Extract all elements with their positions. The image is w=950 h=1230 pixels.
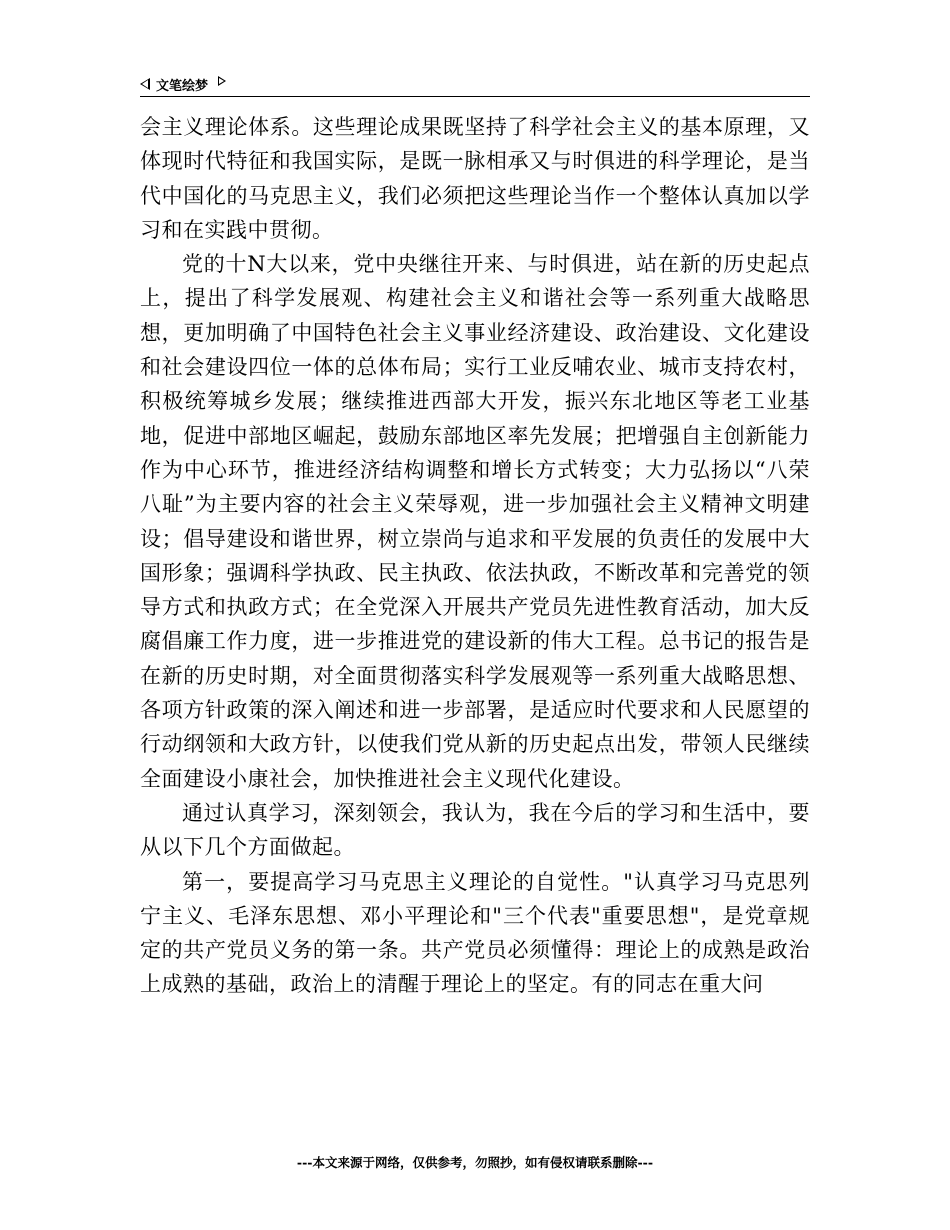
paragraph: 党的十N大以来，党中央继往开来、与时俱进，站在新的历史起点上，提出了科学发展观、构建社会主义和谐社会等一系列重大战略思想，更加明确了中国特色社会主义事业经济建设、政治建设、文化建设和社会建设四位一体的总体布局；实行工业反哺农业、城市支持农村，积极统筹城乡发展；继续推进西部大开发，振兴东北地区等老工业基地，促进中部地区崛起，鼓励东部地区率先发展；把增强自主创新能力作为中心环节，推进经济结构调整和增长方式转变；大力弘扬以“八荣八耻”为主要内容的社会主义荣辱观，进一步加强社会主义精神文明建设；倡导建设和谐世界，树立崇尚与追求和平发展的负责任的发展中大国形象；强调科学执政、民主执政、依法执政，不断改革和完善党的领导方式和执政方式；在全党深入开展共产党员先进性教育活动，加大反腐倡廉工作力度，进一步推进党的建设新的伟大工程。总书记的报告是在新的历史时期，对全面贯彻落实科学发展观等一系列重大战略思想、各项方针政策的深入阐述和进一步部署，是适应时代要求和人民愿望的行动纲领和大政方针，以使我们党从新的历史起点出发，带领人民继续全面建设小康社会，加快推进社会主义现代化建设。 [140,252,810,791]
paragraph: 通过认真学习，深刻领会，我认为，我在今后的学习和生活中，要从以下几个方面做起。 [140,800,810,860]
document-body [140,110,810,1002]
page-header [140,72,810,97]
triangle-left-icon [140,78,150,90]
paragraph: 第一，要提高学习马克思主义理论的自觉性。"认真学习马克思列宁主义、毛泽东思想、邓小平理论和"三个代表"重要思想"，是党章规定的共产党员义务的第一条。共产党员必须懂得：理论上的成熟是政治上成熟的基础，政治上的清醒于理论上的坚定。有的同志在重大问 [140,869,810,997]
header-title: 文笔绘梦 [156,78,209,94]
page-footer: ---本文来源于网络，仅供参考，勿照抄，如有侵权请联系删除--- [296,1155,654,1170]
paragraph: 会主义理论体系。这些理论成果既坚持了科学社会主义的基本原理，又体现时代特征和我国实际，是既一脉相承又与时俱进的科学理论，是当代中国化的马克思主义，我们必须把这些理论当作一个整体认真加以学习和在实践中贯彻。 [140,115,810,242]
triangle-right-icon [218,76,226,86]
